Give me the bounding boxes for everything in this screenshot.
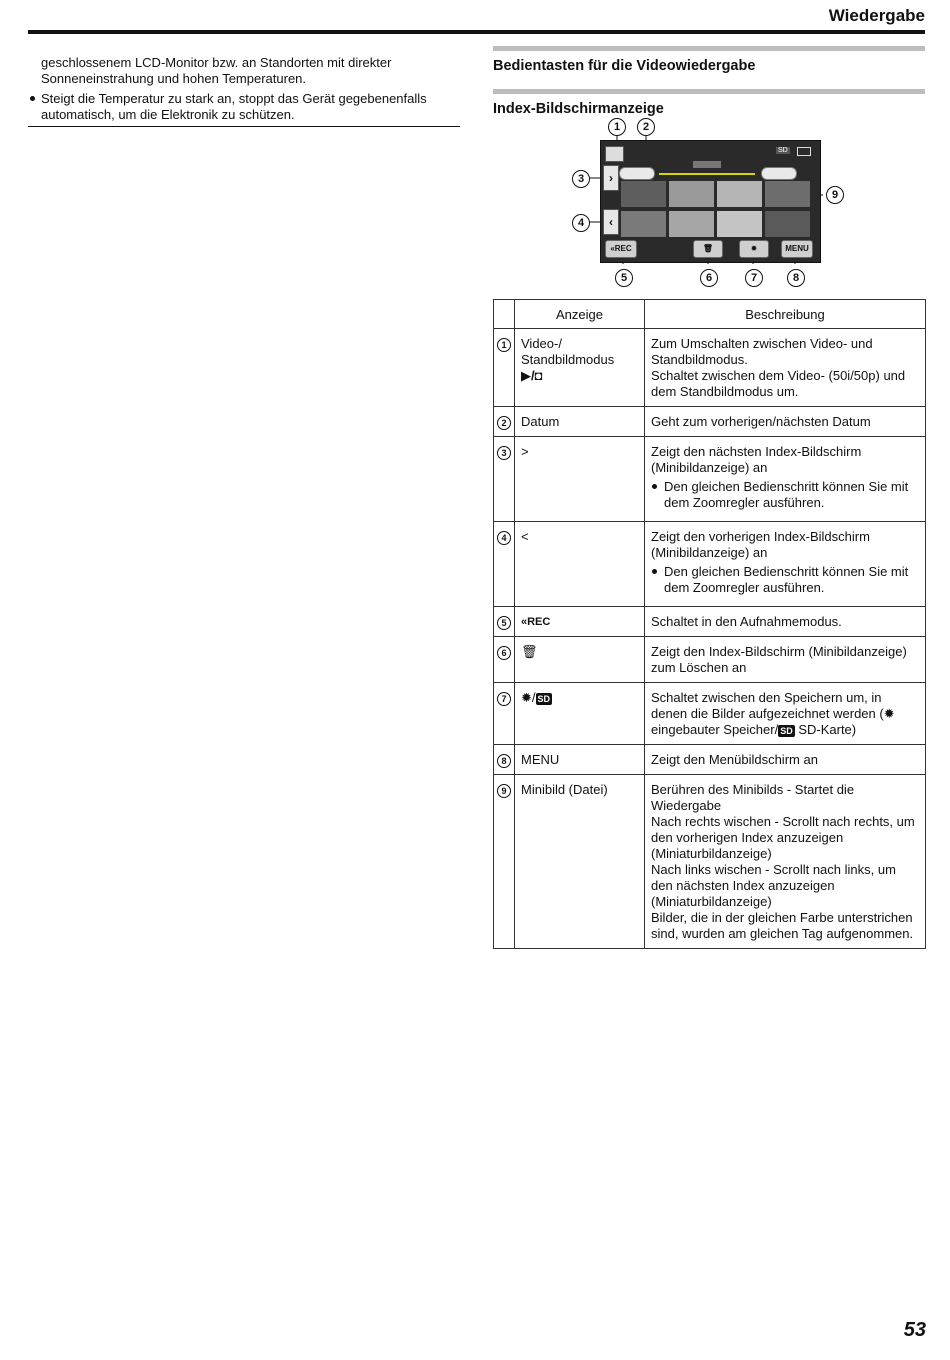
internal-memory-icon: ✹ — [883, 706, 895, 721]
row-beschreibung: Zeigt den Menübildschirm an — [645, 745, 926, 775]
row-beschreibung-2: Schaltet zwischen dem Video- (50i/50p) und dem Standbildmodus um. — [651, 368, 906, 399]
row-anzeige: / — [531, 690, 536, 705]
thumbnail[interactable] — [765, 211, 810, 237]
row-bullet: Den gleichen Bedienschritt können Sie mit dem Zoomregler ausführen. — [651, 479, 919, 511]
callout-3: 3 — [572, 170, 590, 188]
thumbnail[interactable] — [765, 181, 810, 207]
row-beschreibung: Geht zum vorherigen/nächsten Datum — [645, 407, 926, 437]
row-beschreibung-a: Schaltet zwischen den Speichern um, in denen die Bilder aufgezeichnet werden ( — [651, 690, 884, 721]
next-index-button[interactable]: › — [603, 165, 619, 191]
sd-card-icon: SD — [780, 726, 793, 736]
row-number: 9 — [497, 784, 511, 798]
thumbnail[interactable] — [717, 211, 762, 237]
subsection-title: Index-Bildschirmanzeige — [493, 101, 664, 117]
row-number: 4 — [497, 531, 511, 545]
section-title: Bedientasten für die Videowiedergabe — [493, 58, 756, 74]
row-anzeige: Video-/ Standbildmodus — [521, 336, 615, 367]
video-mode-icon[interactable] — [605, 146, 624, 162]
header-beschreibung: Beschreibung — [645, 300, 926, 329]
header-num — [494, 300, 515, 329]
right-column — [493, 46, 925, 118]
row-anzeige: «REC — [515, 607, 645, 637]
date-underline — [659, 173, 755, 175]
sd-card-icon: SD — [537, 694, 551, 704]
table-row — [494, 407, 926, 437]
trash-icon: 🗑 — [515, 637, 645, 683]
trash-button[interactable]: 🗑 — [693, 240, 723, 258]
table-row — [494, 329, 926, 407]
row-number: 5 — [497, 616, 511, 630]
battery-icon — [797, 147, 811, 156]
callout-2: 2 — [637, 118, 655, 136]
table-header-row — [494, 300, 926, 329]
left-column — [28, 55, 460, 123]
thumbnail[interactable] — [621, 181, 666, 207]
row-line: Nach links wischen - Scrollt nach links, um den nächsten Index anzuzeigen (Miniaturbildanzeige) — [651, 862, 896, 909]
row-beschreibung-b: eingebauter Speicher/ — [651, 722, 779, 737]
row-line: Bilder, die in der gleichen Farbe unterstrichen sind, wurden am gleichen Tag aufgenommen. — [651, 910, 914, 941]
row-number: 2 — [497, 416, 511, 430]
row-number: 6 — [497, 646, 511, 660]
row-number: 3 — [497, 446, 511, 460]
table-row — [494, 437, 926, 522]
index-screen-figure — [493, 116, 925, 291]
rec-button[interactable]: «REC — [605, 240, 637, 258]
callout-8: 8 — [787, 269, 805, 287]
page-number: 53 — [903, 1319, 926, 1341]
date-next-button[interactable] — [761, 167, 797, 180]
row-anzeige: > — [515, 437, 645, 522]
table-row — [494, 522, 926, 607]
row-number: 1 — [497, 338, 511, 352]
subsection-bar — [493, 89, 925, 94]
header-rule — [28, 30, 925, 34]
table-row — [494, 683, 926, 745]
table-row — [494, 775, 926, 949]
row-line: Berühren des Minibilds - Startet die Wiedergabe — [651, 782, 855, 813]
row-anzeige: Minibild (Datei) — [515, 775, 645, 949]
table-row — [494, 745, 926, 775]
internal-memory-icon: ✹ — [521, 690, 532, 705]
callout-5: 5 — [615, 269, 633, 287]
row-bullet: Den gleichen Bedienschritt können Sie mit dem Zoomregler ausführen. — [651, 564, 919, 596]
row-beschreibung: Zeigt den vorherigen Index-Bildschirm (Minibildanzeige) an — [651, 529, 870, 560]
left-bullet: Steigt die Temperatur zu stark an, stoppt das Gerät gegebenenfalls automatisch, um die Elektronik zu schützen. — [41, 91, 460, 123]
callout-6: 6 — [700, 269, 718, 287]
row-number: 7 — [497, 692, 511, 706]
row-beschreibung: Zeigt den nächsten Index-Bildschirm (Minibildanzeige) an — [651, 444, 862, 475]
page-header-title: Wiedergabe — [828, 6, 925, 25]
controls-table — [493, 299, 926, 949]
table-row — [494, 607, 926, 637]
row-line: Nach rechts wischen - Scrollt nach rechts, um den vorherigen Index anzuzeigen (Miniaturbildanzeige) — [651, 814, 915, 861]
header-anzeige: Anzeige — [515, 300, 645, 329]
menu-button[interactable]: MENU — [781, 240, 813, 258]
camera-screen — [600, 140, 821, 263]
row-anzeige: Datum — [515, 407, 645, 437]
row-beschreibung: Zeigt den Index-Bildschirm (Minibildanzeige) zum Löschen an — [645, 637, 926, 683]
callout-1: 1 — [608, 118, 626, 136]
thumbnail[interactable] — [669, 211, 714, 237]
date-prev-button[interactable] — [619, 167, 655, 180]
left-paragraph: geschlossenem LCD-Monitor bzw. an Standorten mit direkter Sonneneinstrahung und hohen Temperaturen. — [41, 55, 392, 86]
sd-card-icon: SD — [778, 147, 788, 154]
row-beschreibung: Zum Umschalten zwischen Video- und Standbildmodus. — [651, 336, 873, 367]
memory-switch-button[interactable]: ✹ — [739, 240, 769, 258]
thumbnail[interactable] — [717, 181, 762, 207]
row-anzeige: MENU — [515, 745, 645, 775]
callout-4: 4 — [572, 214, 590, 232]
row-beschreibung-c: SD-Karte) — [794, 722, 857, 737]
row-beschreibung: Schaltet in den Aufnahmemodus. — [645, 607, 926, 637]
date-label — [693, 161, 721, 168]
section-bar — [493, 46, 925, 51]
callout-9: 9 — [826, 186, 844, 204]
prev-index-button[interactable]: ‹ — [603, 209, 619, 235]
video-still-icon: ▶/◘ — [521, 368, 543, 383]
row-number: 8 — [497, 754, 511, 768]
left-rule — [28, 126, 460, 127]
table-row — [494, 637, 926, 683]
row-anzeige: < — [515, 522, 645, 607]
callout-7: 7 — [745, 269, 763, 287]
thumbnail[interactable] — [669, 181, 714, 207]
thumbnail[interactable] — [621, 211, 666, 237]
